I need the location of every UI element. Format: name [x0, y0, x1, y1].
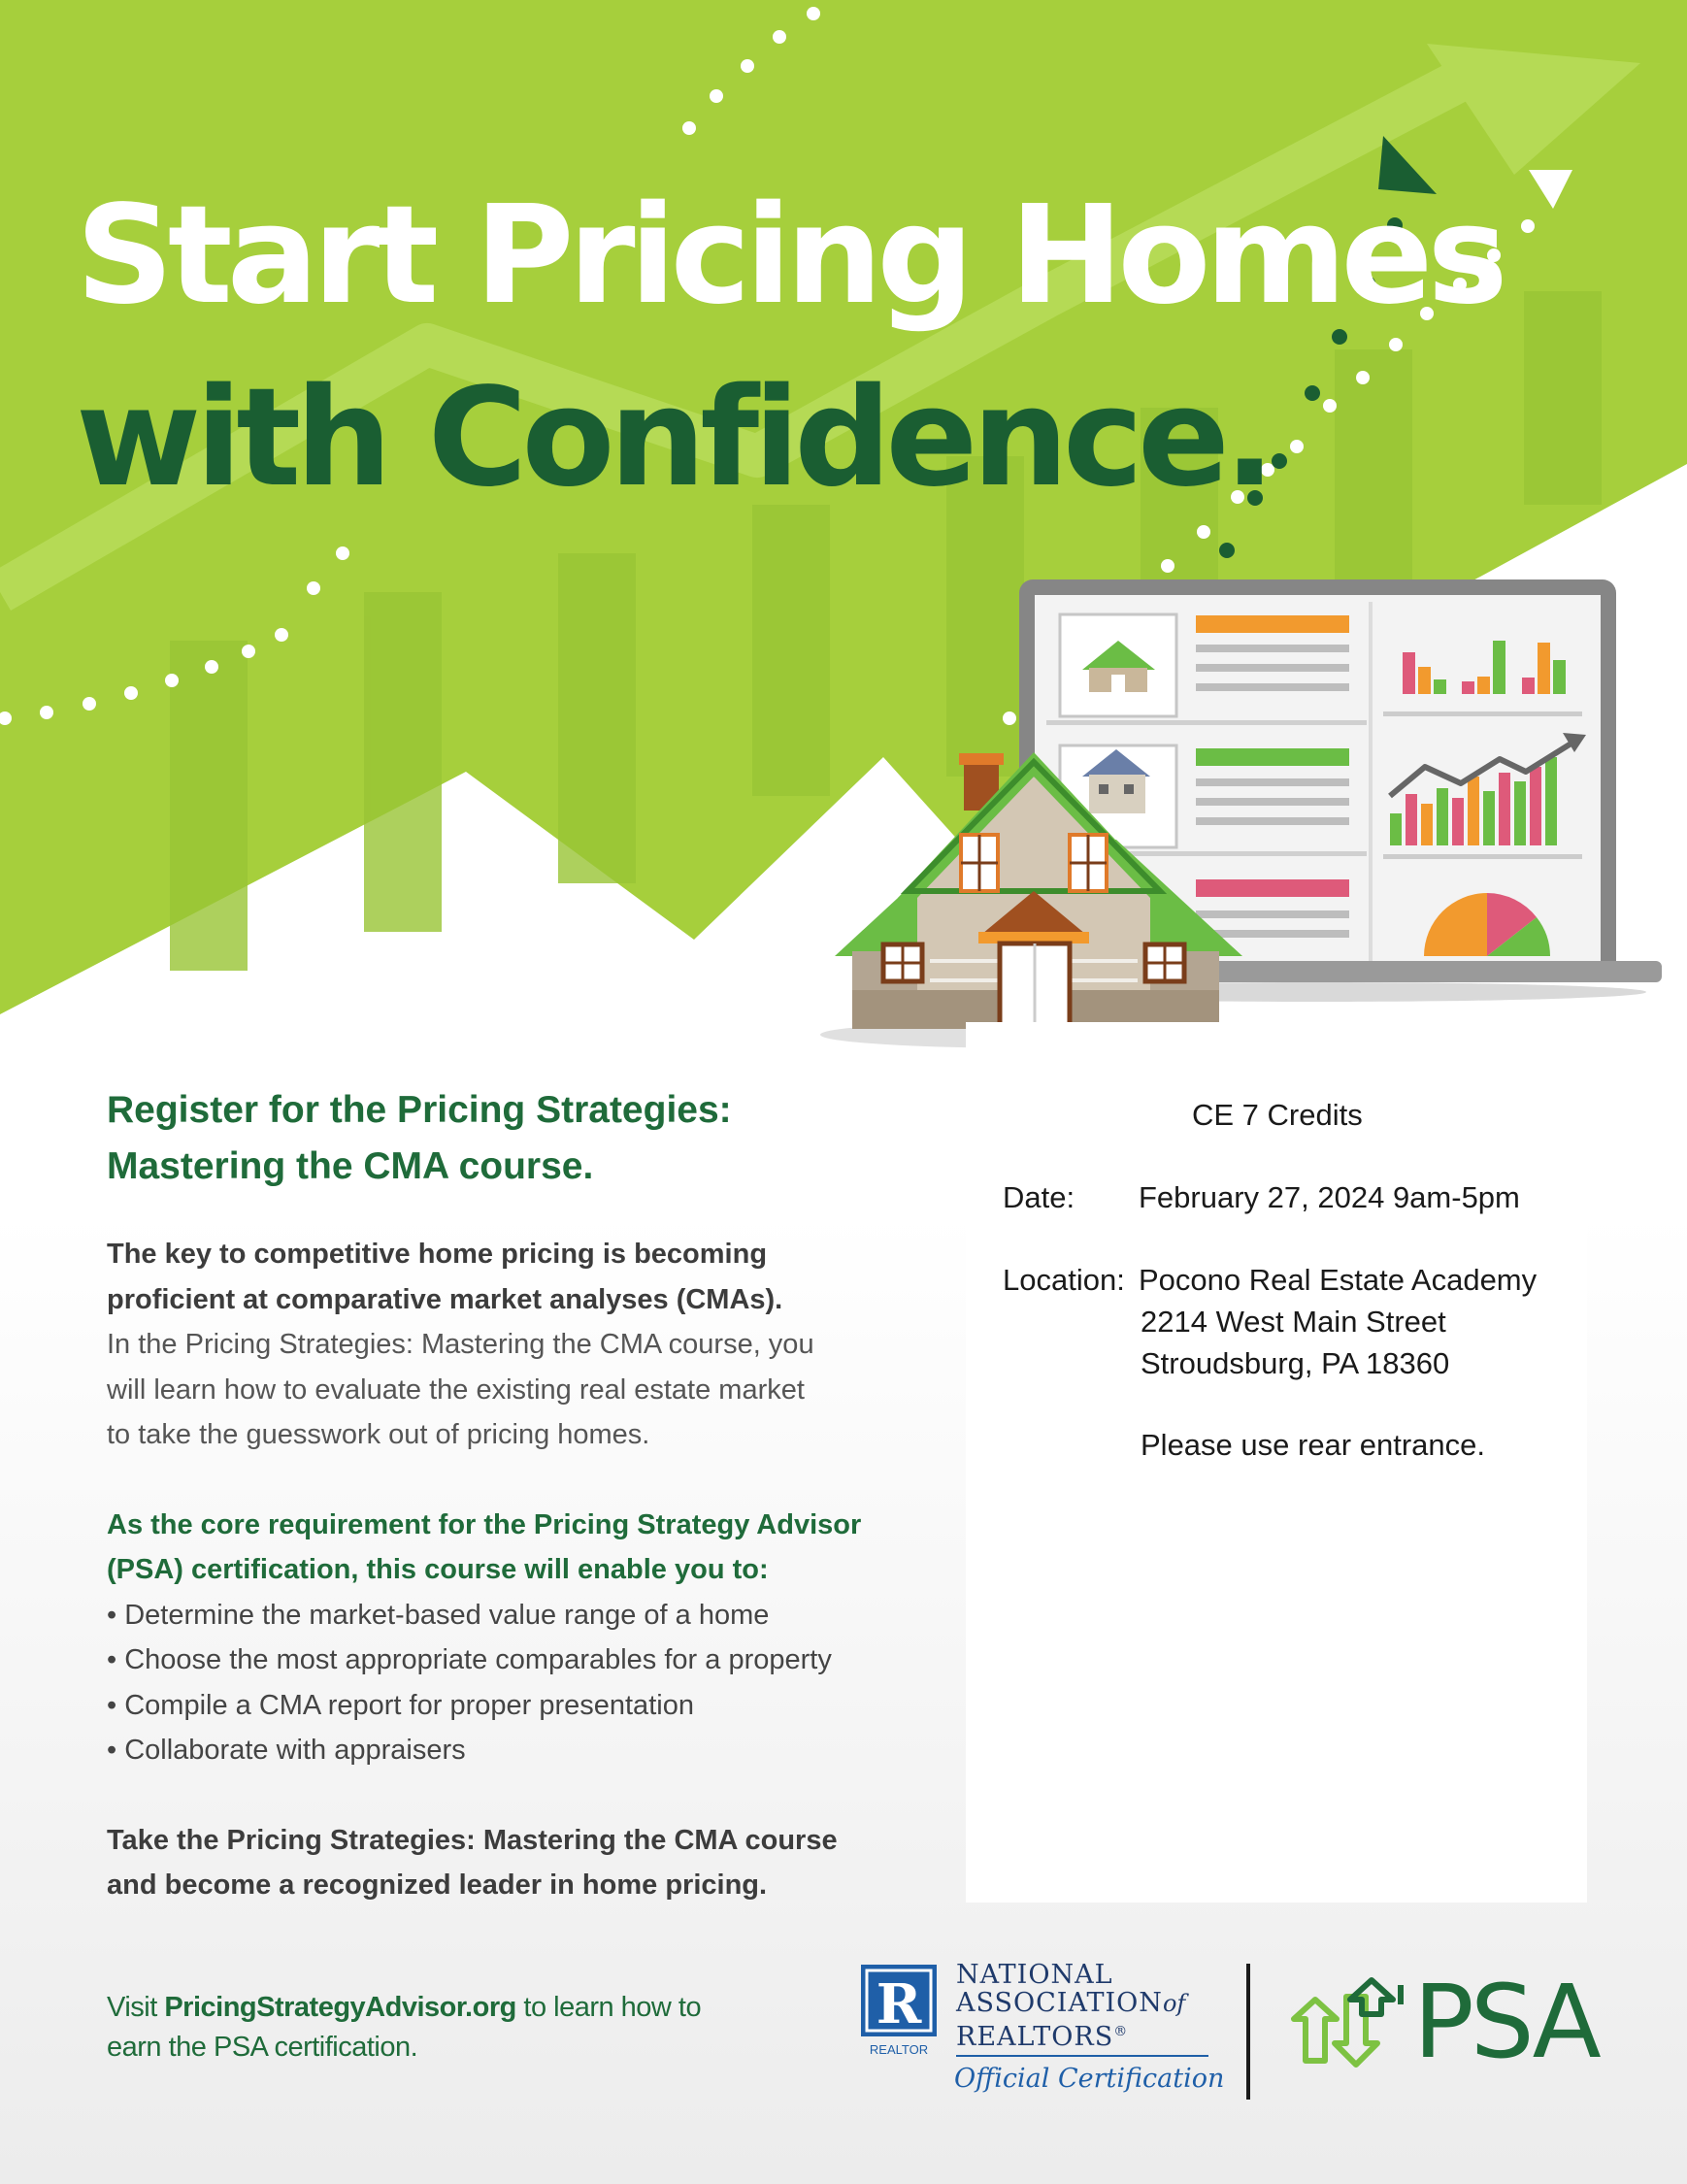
svg-text:R: R — [876, 1972, 922, 2036]
website-link[interactable]: PricingStrategyAdvisor.org — [164, 1992, 516, 2023]
location-label: Location: — [1003, 1263, 1125, 1297]
nar-underline — [956, 2055, 1208, 2057]
date-label: Date: — [1003, 1180, 1075, 1214]
list-item: • Collaborate with appraisers — [107, 1728, 912, 1773]
headline-line-1: Start Pricing Homes — [76, 177, 1503, 335]
date-value: February 27, 2024 9am-5pm — [1139, 1180, 1520, 1214]
headline-line-2: with Confidence. — [76, 359, 1271, 517]
headline — [76, 165, 1503, 530]
course-description — [107, 1082, 912, 1908]
psa-arrows-icon — [1286, 1975, 1412, 2082]
logo-divider — [1246, 1964, 1250, 2100]
realtor-logo-icon — [859, 1963, 946, 2060]
intro-paragraph: The key to competitive home pricing is becoming proficient at comparative market analyses (CMAs). In the Pricing Strategies: Mastering the CMA course, you will learn how to evaluate the existing real estate market to take the guesswork out of pricing homes. — [107, 1239, 814, 1450]
register-heading: Register for the Pricing Strategies: Mastering the CMA course. — [107, 1089, 732, 1187]
hero-illustration — [0, 0, 1687, 1068]
list-item: • Determine the market-based value range of a home — [107, 1593, 912, 1638]
psa-wordmark: PSA — [1413, 1963, 1598, 2081]
list-item: • Choose the most appropriate comparables for a property — [107, 1638, 912, 1683]
address-line-1: 2214 West Main Street — [1141, 1305, 1446, 1339]
realtor-logo-caption: REALTOR — [869, 2042, 929, 2057]
benefits-list — [107, 1593, 912, 1773]
address-line-2: Stroudsburg, PA 18360 — [1141, 1346, 1450, 1380]
visit-text: Visit PricingStrategyAdvisor.org to learn how to earn the PSA certification. — [107, 1992, 702, 2063]
list-item: • Compile a CMA report for proper presentation — [107, 1683, 912, 1729]
entrance-note: Please use rear entrance. — [1141, 1428, 1485, 1462]
official-certification-label: Official Certification — [954, 2064, 1225, 2094]
closing-statement: Take the Pricing Strategies: Mastering the CMA course and become a recognized leader in home pricing. — [107, 1824, 838, 1901]
nar-wordmark: NATIONAL ASSOCIATIONof REALTORS® — [956, 1960, 1186, 2052]
credits-label: CE 7 Credits — [1192, 1098, 1363, 1132]
location-name: Pocono Real Estate Academy — [1139, 1263, 1538, 1297]
requirement-heading: As the core requirement for the Pricing Strategy Advisor (PSA) certification, this course will enable you to: — [107, 1508, 862, 1585]
